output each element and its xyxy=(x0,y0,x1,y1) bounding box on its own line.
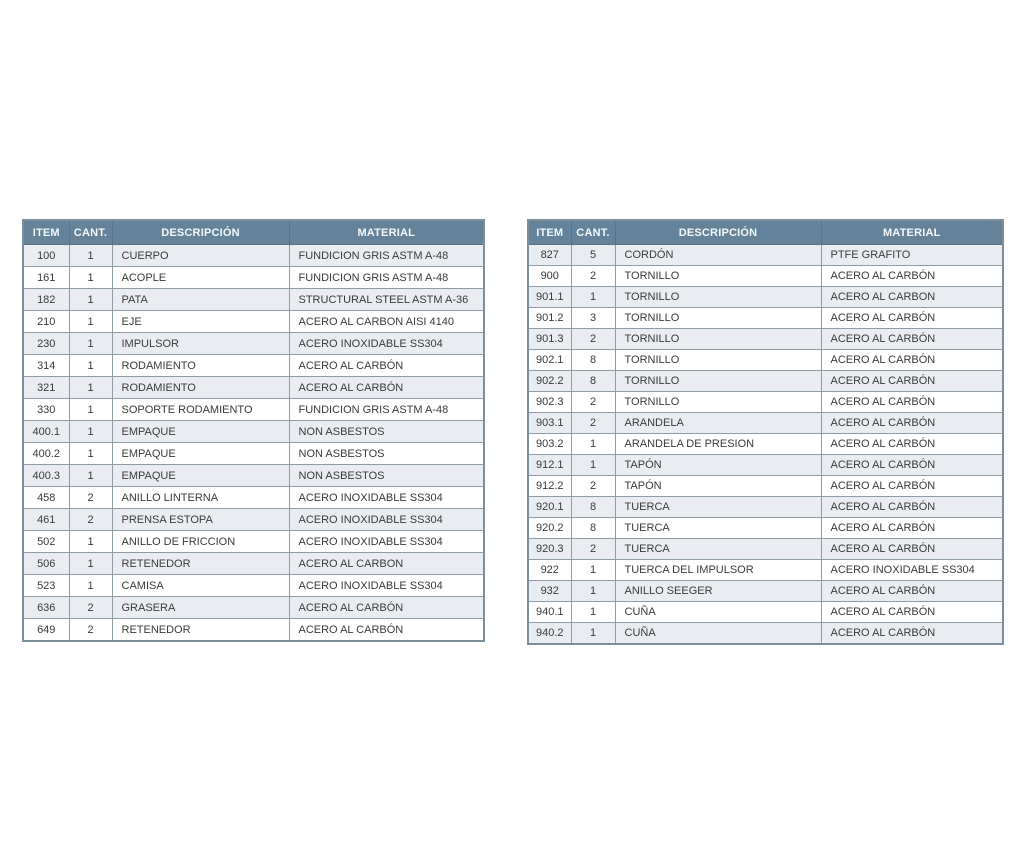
cell-item: 901.2 xyxy=(528,308,571,329)
column-header-material: MATERIAL xyxy=(821,220,1003,245)
cell-material: NON ASBESTOS xyxy=(289,443,484,465)
cell-item: 912.1 xyxy=(528,455,571,476)
cell-descripcion: SOPORTE RODAMIENTO xyxy=(112,399,289,421)
cell-material: ACERO AL CARBÓN xyxy=(821,350,1003,371)
cell-descripcion: PRENSA ESTOPA xyxy=(112,509,289,531)
cell-cant: 1 xyxy=(571,434,615,455)
cell-descripcion: EMPAQUE xyxy=(112,465,289,487)
cell-descripcion: TORNILLO xyxy=(615,329,821,350)
cell-item: 940.1 xyxy=(528,602,571,623)
table-header xyxy=(23,220,484,245)
table-row xyxy=(528,329,1003,350)
cell-item: 902.3 xyxy=(528,392,571,413)
cell-cant: 1 xyxy=(69,355,112,377)
cell-item: 901.1 xyxy=(528,287,571,308)
cell-descripcion: ANILLO DE FRICCION xyxy=(112,531,289,553)
table-row xyxy=(23,355,484,377)
table-row xyxy=(528,560,1003,581)
cell-cant: 8 xyxy=(571,497,615,518)
cell-item: 932 xyxy=(528,581,571,602)
cell-cant: 1 xyxy=(69,531,112,553)
table-row xyxy=(528,413,1003,434)
table-row xyxy=(528,455,1003,476)
cell-cant: 2 xyxy=(69,509,112,531)
cell-item: 903.1 xyxy=(528,413,571,434)
cell-descripcion: TORNILLO xyxy=(615,350,821,371)
cell-descripcion: RODAMIENTO xyxy=(112,377,289,399)
cell-descripcion: ANILLO LINTERNA xyxy=(112,487,289,509)
cell-descripcion: CAMISA xyxy=(112,575,289,597)
cell-material: ACERO AL CARBÓN xyxy=(821,413,1003,434)
cell-item: 940.2 xyxy=(528,623,571,645)
table-body xyxy=(23,245,484,642)
cell-cant: 1 xyxy=(571,560,615,581)
cell-descripcion: RETENEDOR xyxy=(112,553,289,575)
cell-material: NON ASBESTOS xyxy=(289,465,484,487)
cell-cant: 2 xyxy=(69,597,112,619)
cell-cant: 8 xyxy=(571,518,615,539)
cell-descripcion: TUERCA xyxy=(615,497,821,518)
cell-material: ACERO INOXIDABLE SS304 xyxy=(289,575,484,597)
cell-item: 502 xyxy=(23,531,69,553)
table-row xyxy=(528,245,1003,266)
cell-cant: 2 xyxy=(571,476,615,497)
cell-item: 506 xyxy=(23,553,69,575)
table-row xyxy=(23,421,484,443)
cell-material: ACERO AL CARBÓN xyxy=(289,619,484,642)
cell-cant: 1 xyxy=(571,581,615,602)
cell-material: ACERO AL CARBÓN xyxy=(821,497,1003,518)
cell-descripcion: TORNILLO xyxy=(615,371,821,392)
cell-cant: 3 xyxy=(571,308,615,329)
cell-material: ACERO AL CARBÓN xyxy=(821,371,1003,392)
cell-material: ACERO AL CARBÓN xyxy=(821,434,1003,455)
cell-cant: 1 xyxy=(571,287,615,308)
cell-item: 903.2 xyxy=(528,434,571,455)
table-row xyxy=(23,311,484,333)
cell-cant: 5 xyxy=(571,245,615,266)
cell-item: 400.1 xyxy=(23,421,69,443)
cell-material: ACERO AL CARBON xyxy=(289,553,484,575)
cell-descripcion: ARANDELA xyxy=(615,413,821,434)
cell-descripcion: EJE xyxy=(112,311,289,333)
cell-item: 461 xyxy=(23,509,69,531)
table-row xyxy=(528,371,1003,392)
cell-descripcion: TORNILLO xyxy=(615,308,821,329)
cell-material: ACERO INOXIDABLE SS304 xyxy=(289,487,484,509)
parts-table-right xyxy=(527,219,1004,645)
cell-descripcion: ARANDELA DE PRESION xyxy=(615,434,821,455)
cell-material: ACERO AL CARBÓN xyxy=(821,539,1003,560)
cell-item: 230 xyxy=(23,333,69,355)
cell-material: ACERO AL CARBÓN xyxy=(821,518,1003,539)
cell-descripcion: TORNILLO xyxy=(615,287,821,308)
table-row xyxy=(23,465,484,487)
cell-cant: 1 xyxy=(69,333,112,355)
cell-material: FUNDICION GRIS ASTM A-48 xyxy=(289,399,484,421)
header-row xyxy=(23,220,484,245)
cell-cant: 2 xyxy=(571,539,615,560)
column-header-cant: CANT. xyxy=(571,220,615,245)
cell-cant: 2 xyxy=(571,413,615,434)
cell-item: 902.2 xyxy=(528,371,571,392)
table-row xyxy=(23,333,484,355)
cell-item: 912.2 xyxy=(528,476,571,497)
cell-cant: 1 xyxy=(69,399,112,421)
cell-item: 400.3 xyxy=(23,465,69,487)
cell-item: 922 xyxy=(528,560,571,581)
cell-item: 400.2 xyxy=(23,443,69,465)
cell-cant: 2 xyxy=(69,487,112,509)
cell-material: ACERO AL CARBÓN xyxy=(289,355,484,377)
column-header-cant: CANT. xyxy=(69,220,112,245)
cell-material: ACERO INOXIDABLE SS304 xyxy=(289,333,484,355)
table-row xyxy=(528,350,1003,371)
cell-descripcion: TAPÓN xyxy=(615,455,821,476)
cell-material: ACERO AL CARBÓN xyxy=(821,308,1003,329)
cell-descripcion: RETENEDOR xyxy=(112,619,289,642)
table-row xyxy=(528,497,1003,518)
cell-material: ACERO INOXIDABLE SS304 xyxy=(821,560,1003,581)
table-row xyxy=(528,287,1003,308)
table-row xyxy=(23,289,484,311)
cell-cant: 1 xyxy=(69,377,112,399)
table-row xyxy=(528,266,1003,287)
column-header-descripcion: DESCRIPCIÓN xyxy=(615,220,821,245)
cell-item: 458 xyxy=(23,487,69,509)
cell-item: 920.1 xyxy=(528,497,571,518)
table-row xyxy=(23,509,484,531)
table-row xyxy=(528,434,1003,455)
cell-cant: 1 xyxy=(69,289,112,311)
cell-material: ACERO AL CARBON AISI 4140 xyxy=(289,311,484,333)
table-row xyxy=(528,308,1003,329)
cell-cant: 1 xyxy=(69,553,112,575)
cell-cant: 1 xyxy=(69,421,112,443)
cell-cant: 1 xyxy=(69,465,112,487)
cell-cant: 1 xyxy=(571,455,615,476)
cell-item: 210 xyxy=(23,311,69,333)
cell-descripcion: TUERCA xyxy=(615,518,821,539)
table-body xyxy=(528,245,1003,645)
cell-material: NON ASBESTOS xyxy=(289,421,484,443)
cell-material: ACERO AL CARBÓN xyxy=(821,329,1003,350)
cell-material: FUNDICION GRIS ASTM A-48 xyxy=(289,267,484,289)
column-header-item: ITEM xyxy=(23,220,69,245)
cell-material: PTFE GRAFITO xyxy=(821,245,1003,266)
column-header-descripcion: DESCRIPCIÓN xyxy=(112,220,289,245)
cell-cant: 8 xyxy=(571,350,615,371)
cell-cant: 8 xyxy=(571,371,615,392)
column-header-item: ITEM xyxy=(528,220,571,245)
table-row xyxy=(23,575,484,597)
cell-item: 100 xyxy=(23,245,69,267)
cell-material: ACERO AL CARBÓN xyxy=(821,266,1003,287)
cell-material: FUNDICION GRIS ASTM A-48 xyxy=(289,245,484,267)
table-row xyxy=(528,476,1003,497)
table-row xyxy=(23,487,484,509)
table-row xyxy=(23,377,484,399)
cell-item: 901.3 xyxy=(528,329,571,350)
table-row xyxy=(23,245,484,267)
cell-cant: 1 xyxy=(69,311,112,333)
table-row xyxy=(528,539,1003,560)
cell-descripcion: TAPÓN xyxy=(615,476,821,497)
cell-cant: 1 xyxy=(69,575,112,597)
cell-cant: 2 xyxy=(69,619,112,642)
cell-material: ACERO AL CARBÓN xyxy=(821,455,1003,476)
cell-descripcion: TORNILLO xyxy=(615,266,821,287)
parts-table-left xyxy=(22,219,485,642)
cell-cant: 2 xyxy=(571,392,615,413)
cell-cant: 1 xyxy=(69,443,112,465)
table-row xyxy=(528,392,1003,413)
cell-item: 161 xyxy=(23,267,69,289)
cell-descripcion: CORDÓN xyxy=(615,245,821,266)
header-row xyxy=(528,220,1003,245)
cell-descripcion: PATA xyxy=(112,289,289,311)
cell-material: ACERO INOXIDABLE SS304 xyxy=(289,509,484,531)
cell-item: 827 xyxy=(528,245,571,266)
cell-material: ACERO AL CARBÓN xyxy=(821,602,1003,623)
cell-cant: 1 xyxy=(69,267,112,289)
cell-cant: 1 xyxy=(571,602,615,623)
table-row xyxy=(23,443,484,465)
cell-material: ACERO AL CARBÓN xyxy=(821,476,1003,497)
table-row xyxy=(528,623,1003,645)
cell-descripcion: CUÑA xyxy=(615,602,821,623)
cell-material: ACERO AL CARBÓN xyxy=(289,377,484,399)
table-header xyxy=(528,220,1003,245)
cell-descripcion: IMPULSOR xyxy=(112,333,289,355)
cell-item: 321 xyxy=(23,377,69,399)
cell-material: ACERO AL CARBÓN xyxy=(821,581,1003,602)
cell-item: 902.1 xyxy=(528,350,571,371)
cell-material: ACERO INOXIDABLE SS304 xyxy=(289,531,484,553)
cell-descripcion: TUERCA DEL IMPULSOR xyxy=(615,560,821,581)
cell-descripcion: CUERPO xyxy=(112,245,289,267)
cell-material: ACERO AL CARBÓN xyxy=(821,623,1003,645)
cell-descripcion: GRASERA xyxy=(112,597,289,619)
cell-cant: 1 xyxy=(571,623,615,645)
cell-material: ACERO AL CARBÓN xyxy=(821,392,1003,413)
cell-cant: 2 xyxy=(571,329,615,350)
cell-item: 920.2 xyxy=(528,518,571,539)
table-row xyxy=(528,581,1003,602)
cell-material: ACERO AL CARBÓN xyxy=(289,597,484,619)
cell-item: 900 xyxy=(528,266,571,287)
table-row xyxy=(23,553,484,575)
table-row xyxy=(23,597,484,619)
cell-item: 920.3 xyxy=(528,539,571,560)
cell-descripcion: EMPAQUE xyxy=(112,443,289,465)
table-row xyxy=(23,619,484,642)
cell-item: 330 xyxy=(23,399,69,421)
table-row xyxy=(23,267,484,289)
cell-descripcion: TUERCA xyxy=(615,539,821,560)
table-row xyxy=(23,531,484,553)
table-row xyxy=(23,399,484,421)
cell-descripcion: ACOPLE xyxy=(112,267,289,289)
cell-cant: 1 xyxy=(69,245,112,267)
cell-descripcion: TORNILLO xyxy=(615,392,821,413)
cell-item: 649 xyxy=(23,619,69,642)
cell-material: ACERO AL CARBON xyxy=(821,287,1003,308)
cell-descripcion: EMPAQUE xyxy=(112,421,289,443)
cell-item: 314 xyxy=(23,355,69,377)
cell-material: STRUCTURAL STEEL ASTM A-36 xyxy=(289,289,484,311)
cell-cant: 2 xyxy=(571,266,615,287)
cell-item: 523 xyxy=(23,575,69,597)
cell-descripcion: CUÑA xyxy=(615,623,821,645)
cell-descripcion: ANILLO SEEGER xyxy=(615,581,821,602)
cell-descripcion: RODAMIENTO xyxy=(112,355,289,377)
cell-item: 182 xyxy=(23,289,69,311)
table-row xyxy=(528,518,1003,539)
table-row xyxy=(528,602,1003,623)
cell-item: 636 xyxy=(23,597,69,619)
column-header-material: MATERIAL xyxy=(289,220,484,245)
